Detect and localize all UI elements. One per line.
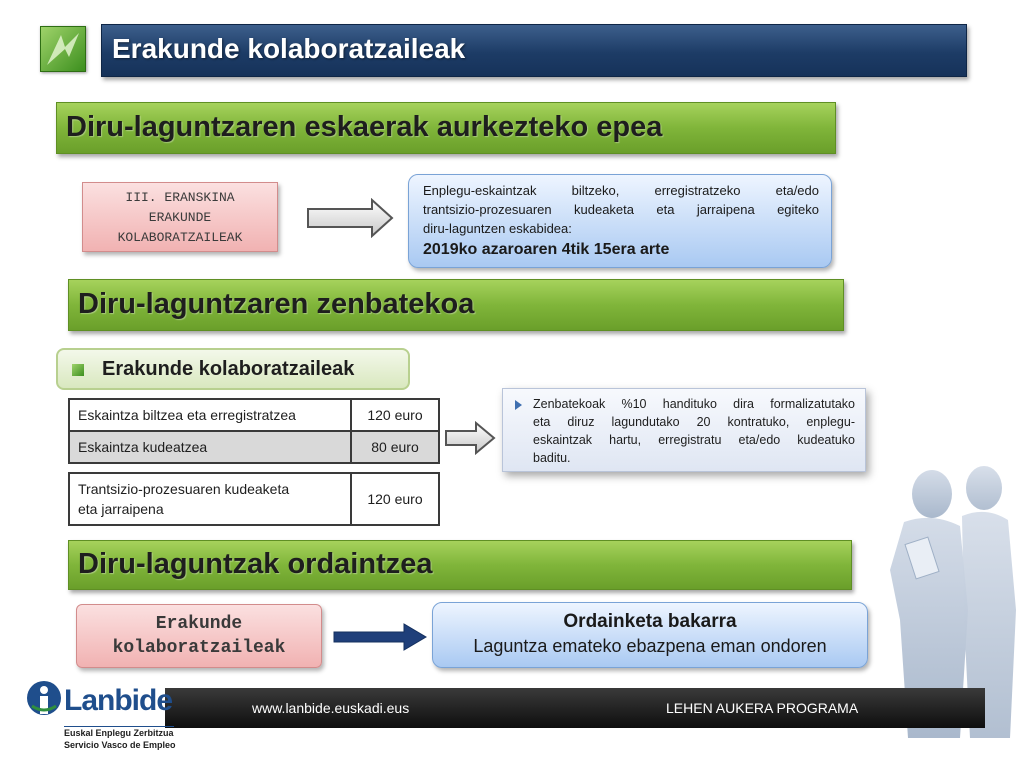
note-line-3: eskaintzak hartu, erregistratu eta/edo kudeatuko xyxy=(533,433,855,447)
table-row xyxy=(69,473,439,525)
note-line-2: eta diruz lagundutako 20 kontratuko, enplegu- xyxy=(533,415,855,429)
entity-line-2: kolaboratzaileak xyxy=(112,638,286,658)
table-row xyxy=(69,431,439,463)
fee-label-transition xyxy=(69,473,351,525)
annex-line-3: KOLABORATZAILEAK xyxy=(117,230,243,245)
fee-amount: 120 euro xyxy=(351,473,439,525)
right-arrow-icon xyxy=(332,622,428,652)
right-arrow-icon xyxy=(306,198,396,238)
fee-label: Eskaintza biltzea eta erregistratzea xyxy=(69,399,351,431)
info-line-2: trantsizio-prozesuaren kudeaketa eta jarraipena egiteko xyxy=(423,202,819,217)
section2-heading: Diru-laguntzaren zenbatekoa xyxy=(78,288,475,320)
brand-subtitle-1: Euskal Enplegu Zerbitzua xyxy=(64,728,174,738)
info-line-1: Enplegu-eskaintzak biltzeko, erregistratzeko eta/edo xyxy=(423,183,819,198)
fee-table-1 xyxy=(68,398,440,464)
slide-logo-icon xyxy=(40,26,86,72)
brand-subtitle-2: Servicio Vasco de Empleo xyxy=(64,740,176,750)
subheading-box xyxy=(56,348,410,390)
annex-line-1: III. ERANSKINA xyxy=(125,190,235,205)
payment-description: Laguntza emateko ebazpena eman ondoren xyxy=(473,636,827,656)
section3-heading: Diru-laguntzak ordaintzea xyxy=(78,548,433,580)
footer-url[interactable]: www.lanbide.euskadi.eus xyxy=(252,700,410,716)
payment-title: Ordainketa bakarra xyxy=(563,611,737,632)
increase-note-box xyxy=(502,388,866,472)
right-arrow-icon xyxy=(444,421,496,455)
page-title: Erakunde kolaboratzaileak xyxy=(112,33,466,64)
brand-divider xyxy=(64,726,174,727)
annex-box xyxy=(82,182,278,252)
bullet-triangle-icon xyxy=(515,400,522,410)
deadline-info-box xyxy=(408,174,832,268)
section1-heading: Diru-laguntzaren eskaerak aurkezteko epea xyxy=(66,111,663,143)
leaf-icon xyxy=(41,27,85,71)
fee-label-line-1: Trantsizio-prozesuaren kudeaketa xyxy=(78,481,290,497)
note-line-1: Zenbatekoak %10 handituko dira formalizatutako xyxy=(533,397,855,411)
footer-program: LEHEN AUKERA PROGRAMA xyxy=(666,700,859,716)
deadline-text: 2019ko azaroaren 4tik 15era arte xyxy=(423,241,670,258)
table-row xyxy=(69,399,439,431)
fee-amount: 80 euro xyxy=(351,431,439,463)
subheading-text: Erakunde kolaboratzaileak xyxy=(102,358,355,380)
entity-box xyxy=(76,604,322,668)
fee-amount: 120 euro xyxy=(351,399,439,431)
fee-label-line-2: eta jarraipena xyxy=(78,501,164,517)
bullet-square-icon xyxy=(72,364,84,376)
fee-table-2 xyxy=(68,472,440,526)
annex-line-2: ERAKUNDE xyxy=(148,210,212,225)
fee-label: Eskaintza kudeatzea xyxy=(69,431,351,463)
info-line-3: diru-laguntzen eskabidea: xyxy=(423,221,572,236)
entity-line-1: Erakunde xyxy=(155,614,243,634)
lanbide-logo-icon xyxy=(26,680,62,720)
payment-box xyxy=(432,602,868,668)
lanbide-brand: Lanbide xyxy=(64,684,173,717)
note-line-4: baditu. xyxy=(533,451,571,465)
